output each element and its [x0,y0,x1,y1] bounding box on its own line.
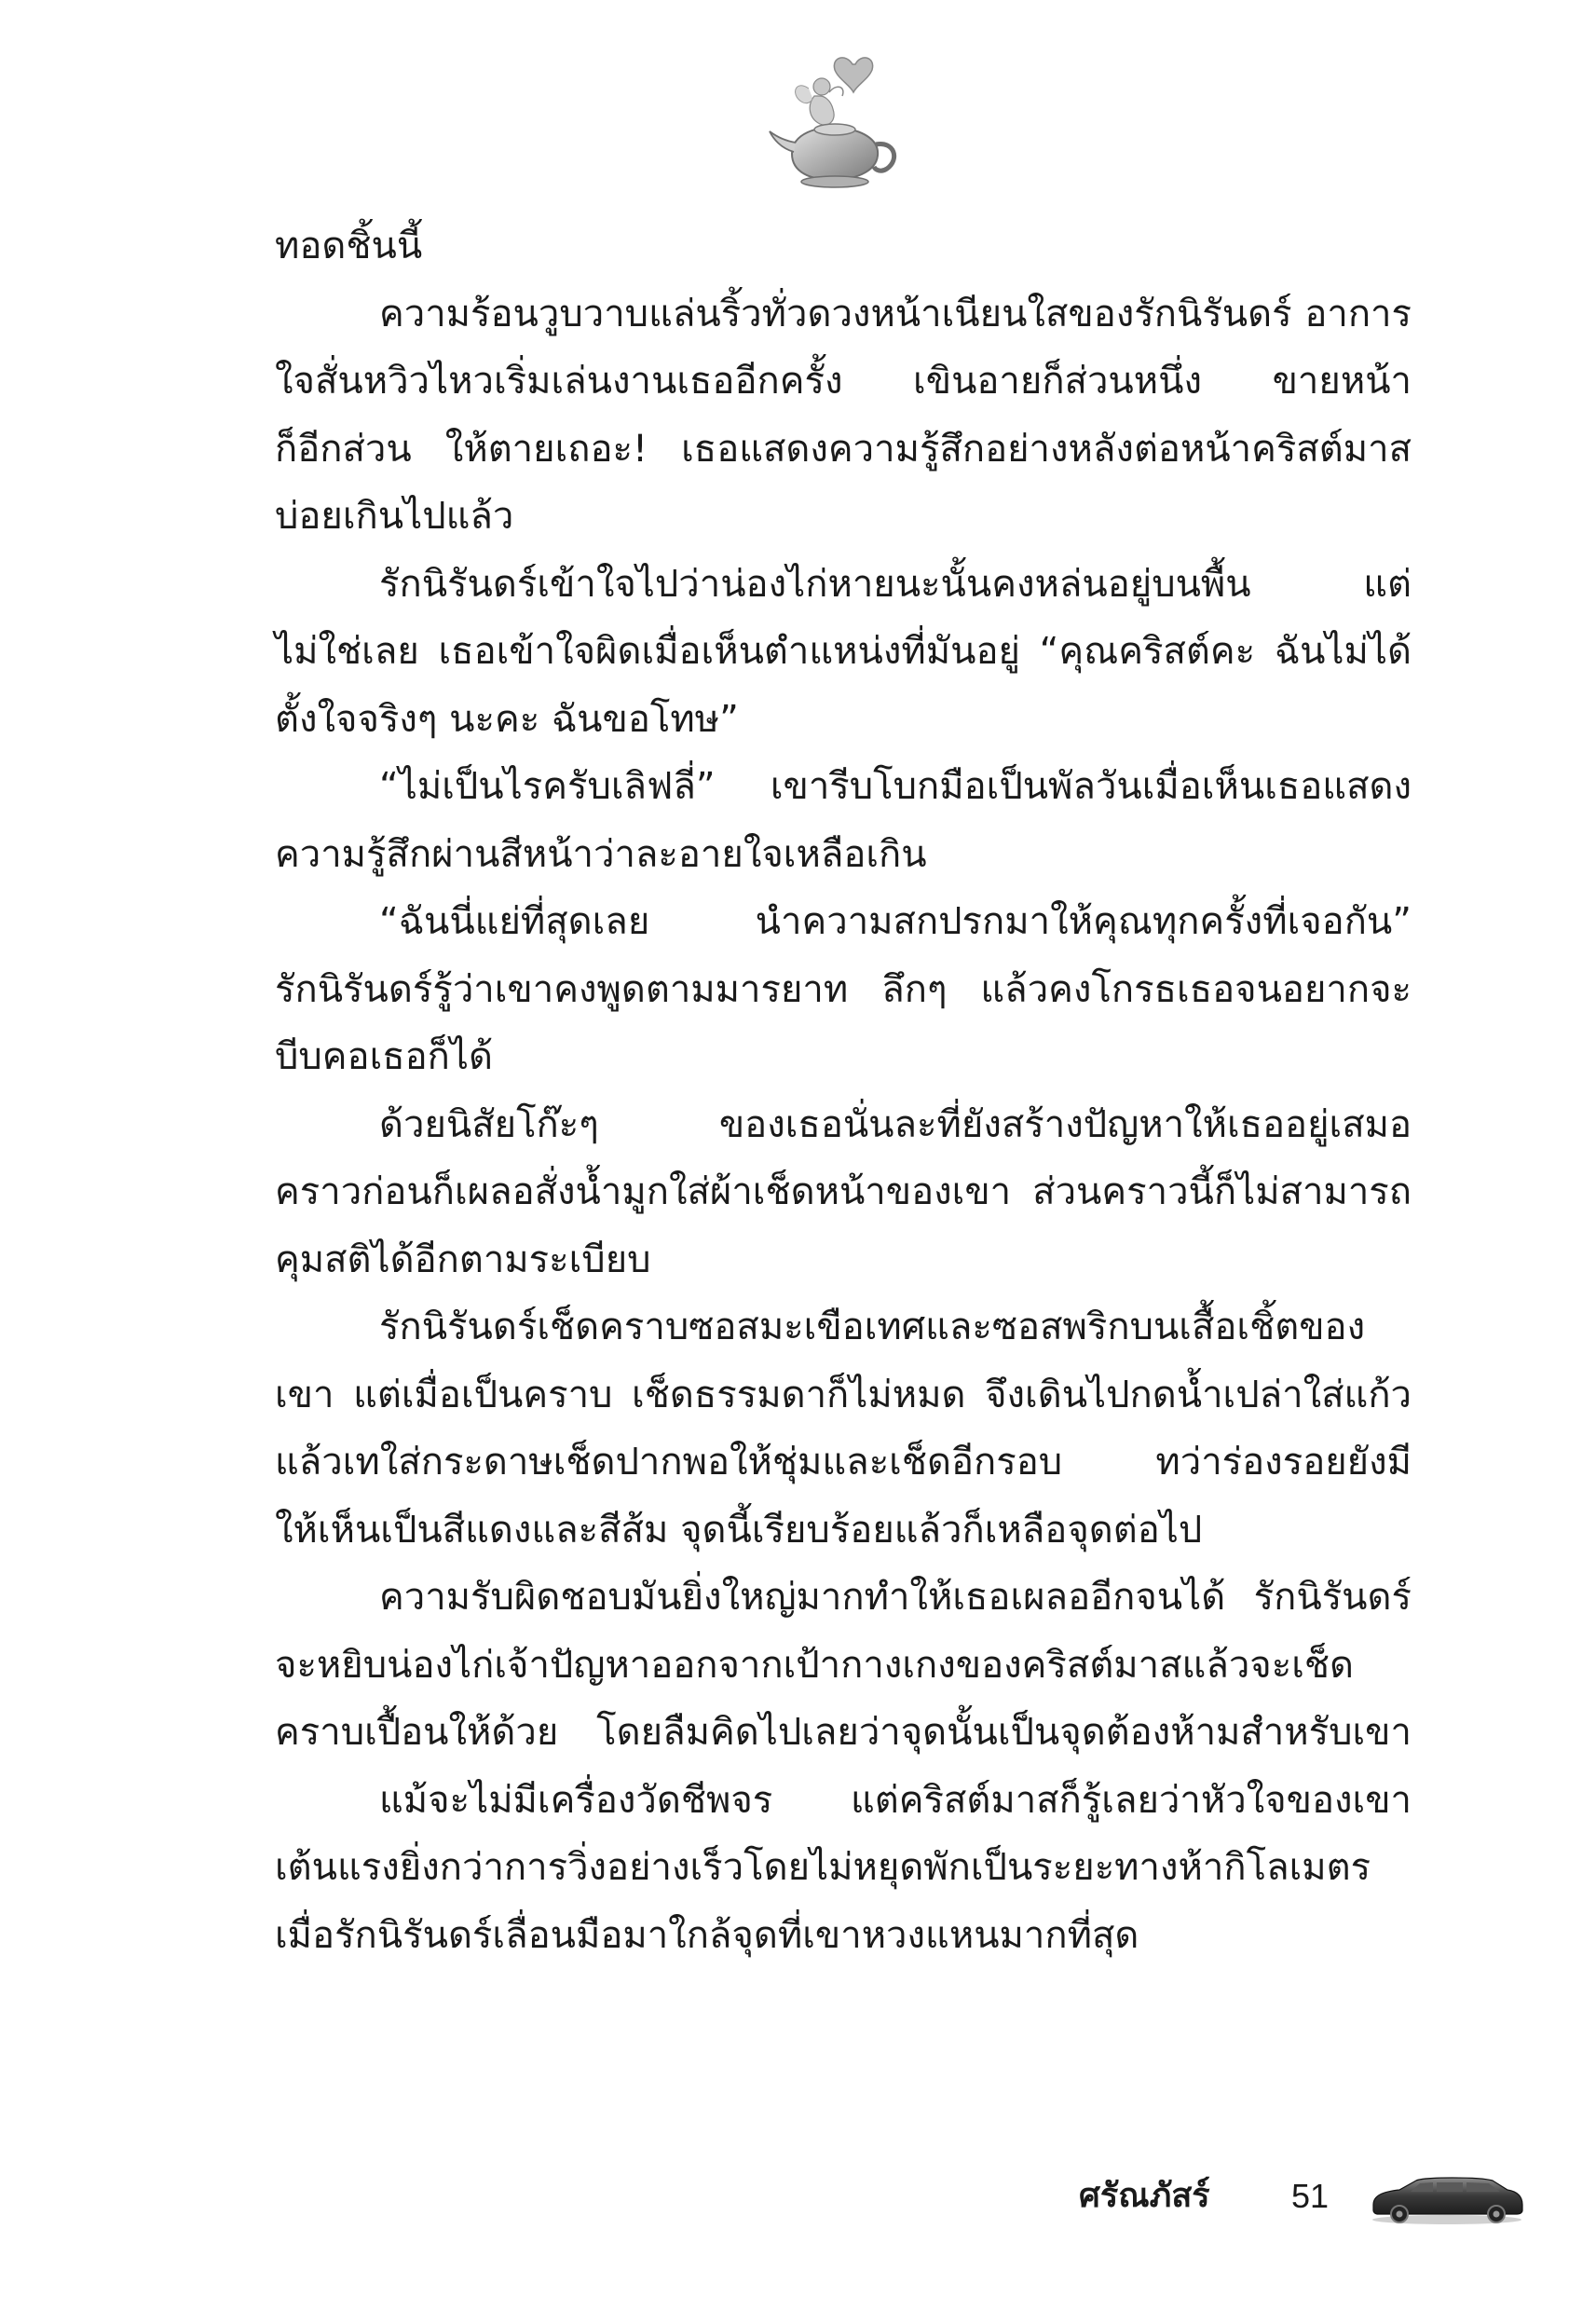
limousine-icon [1368,2167,1526,2227]
paragraph-first-line: ความร้อนวูบวาบแล่นริ้วทั่วดวงหน้าเนียนใสของรักนิรันดร์ อาการ [379,292,1412,335]
story-text [275,212,1412,1969]
page-number: 51 [1291,2177,1330,2215]
text-line: ความรู้สึกผ่านสีหน้าว่าละอายใจเหลือเกิน [275,832,927,876]
paragraph-first-line: “ฉันนี่แย่ที่สุดเลย นำความสกปรกมาให้คุณทุกครั้งที่เจอกัน” [379,900,1412,943]
text-line: ทอดชิ้นนี้ [275,225,423,267]
author-name: ศรัณภัสร์ [1079,2177,1210,2215]
text-line: เต้นแรงยิ่งกว่าการวิ่งอย่างเร็วโดยไม่หยุดพักเป็นระยะทางห้ากิโลเมตร [275,1846,1371,1889]
text-line: บีบคอเธอก็ได้ [275,1035,493,1078]
text-line: คราบเปื้อนให้ด้วย โดยลืมคิดไปเลยว่าจุดนั้นเป็นจุดต้องห้ามสำหรับเขา [275,1711,1412,1754]
paragraph-first-line: ด้วยนิสัยโก๊ะๆ ของเธอนั่นละที่ยังสร้างปัญหาให้เธออยู่เสมอ [379,1102,1412,1146]
page-footer [0,2151,1596,2244]
paragraph-first-line: ความรับผิดชอบมันยิ่งใหญ่มากทำให้เธอเผลออีกจนได้ รักนิรันดร์ [379,1576,1412,1619]
paragraph-first-line: รักนิรันดร์เช็ดคราบซอสมะเขือเทศและซอสพริกบนเสื้อเชิ้ตของ [379,1306,1366,1348]
text-line: แล้วเทใส่กระดาษเช็ดปากพอให้ชุ่มและเช็ดอีกรอบ ทว่าร่องรอยยังมี [275,1441,1412,1484]
text-line: เขา แต่เมื่อเป็นคราบ เช็ดธรรมดาก็ไม่หมด จึงเดินไปกดน้ำเปล่าใส่แก้ว [275,1373,1412,1416]
paragraph-first-line: แม้จะไม่มีเครื่องวัดชีพจร แต่คริสต์มาสก็รู้เลยว่าหัวใจของเขา [379,1778,1412,1822]
text-line: ตั้งใจจริงๆ นะคะ ฉันขอโทษ” [275,697,739,741]
text-line: เมื่อรักนิรันดร์เลื่อนมือมาใกล้จุดที่เขาหวงแหนมากที่สุด [275,1913,1139,1957]
paragraph-first-line: “ไม่เป็นไรครับเลิฟลี่” เขารีบโบกมือเป็นพัลวันเมื่อเห็นเธอแสดง [379,765,1412,808]
text-line: รักนิรันดร์รู้ว่าเขาคงพูดตามมารยาท ลึกๆ แล้วคงโกรธเธอจนอยากจะ [275,967,1412,1011]
text-line: บ่อยเกินไปแล้ว [275,495,514,538]
teapot-ornament-icon [764,51,904,200]
text-line: คุมสติได้อีกตามระเบียบ [275,1238,651,1281]
text-line: ใจสั่นหวิวไหวเริ่มเล่นงานเธออีกครั้ง เขินอายก็ส่วนหนึ่ง ขายหน้า [275,360,1412,403]
text-line: ไม่ใช่เลย เธอเข้าใจผิดเมื่อเห็นตำแหน่งที่มันอยู่ “คุณคริสต์คะ ฉันไม่ได้ [275,630,1412,673]
text-line: คราวก่อนก็เผลอสั่งน้ำมูกใส่ผ้าเช็ดหน้าของเขา ส่วนคราวนี้ก็ไม่สามารถ [275,1170,1412,1213]
text-line: ก็อีกส่วน ให้ตายเถอะ! เธอแสดงความรู้สึกอย่างหลังต่อหน้าคริสต์มาส [275,427,1412,471]
paragraph-first-line: รักนิรันดร์เข้าใจไปว่าน่องไก่หายนะนั้นคงหล่นอยู่บนพื้น แต่ [379,562,1412,606]
text-line: ให้เห็นเป็นสีแดงและสีส้ม จุดนี้เรียบร้อยแล้วก็เหลือจุดต่อไป [275,1508,1203,1552]
text-line: จะหยิบน่องไก่เจ้าปัญหาออกจากเป้ากางเกงของคริสต์มาสแล้วจะเช็ด [275,1643,1355,1687]
